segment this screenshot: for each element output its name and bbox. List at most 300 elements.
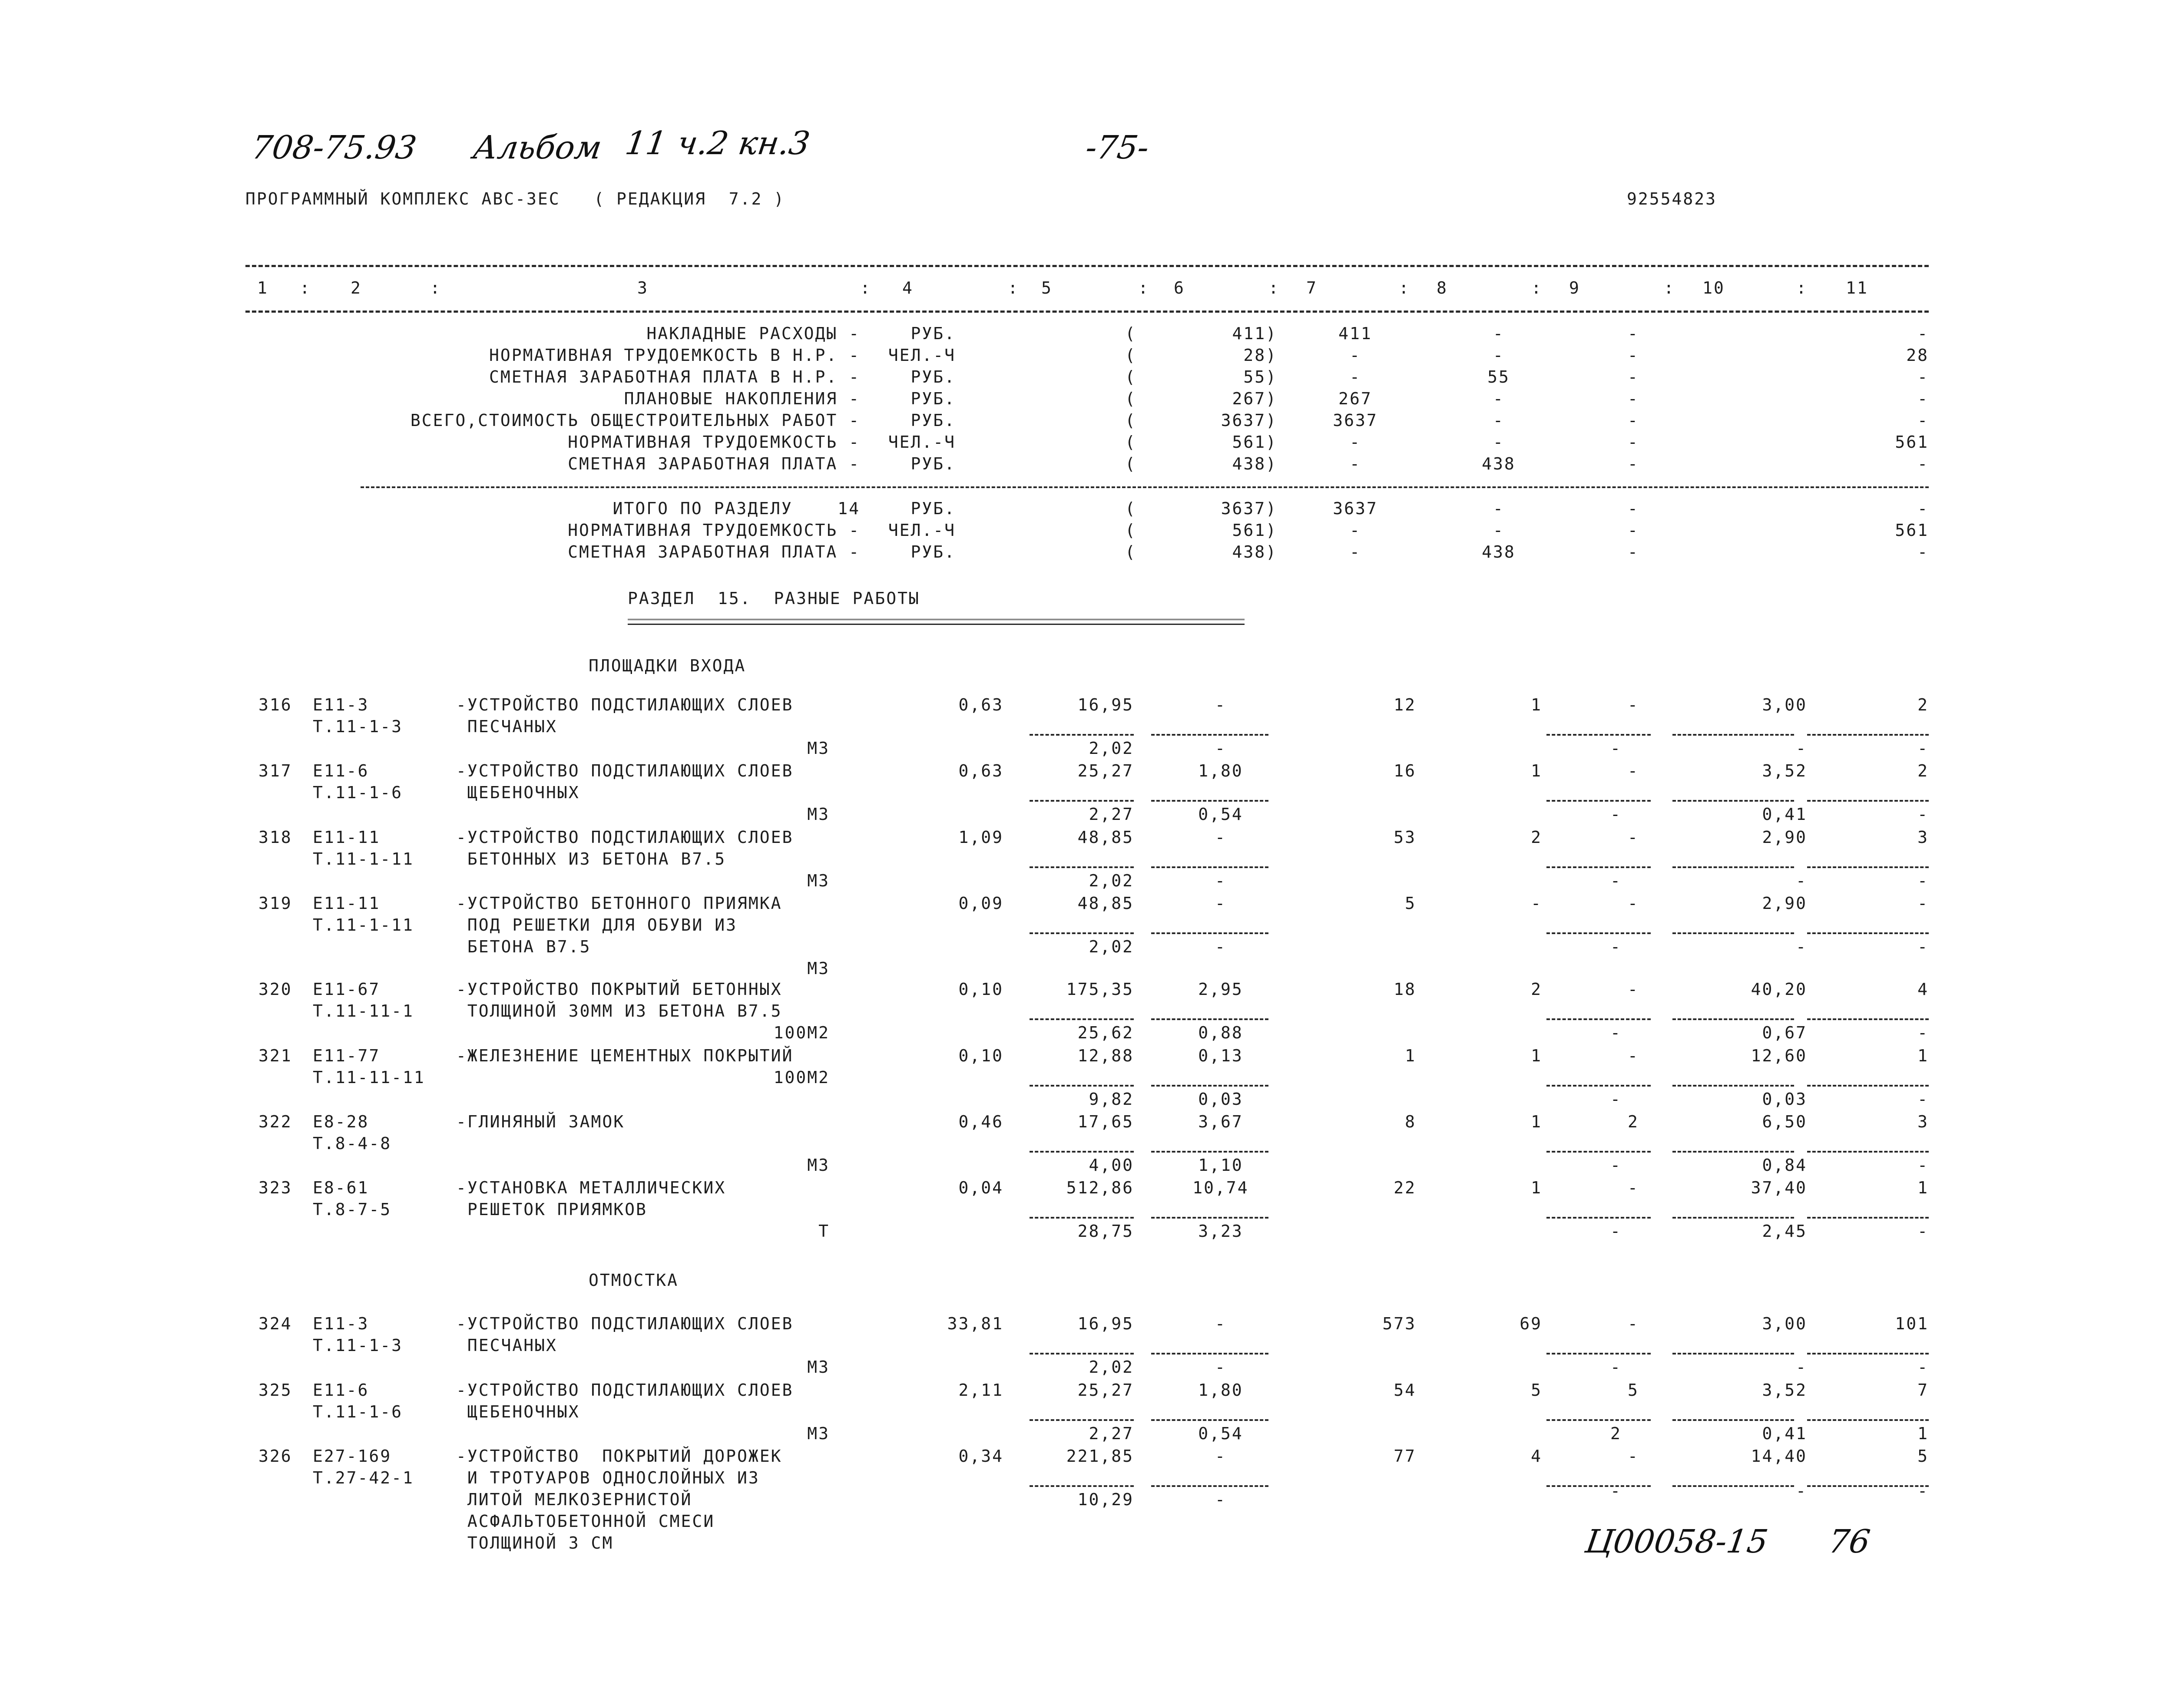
open-paren: ( — [1125, 324, 1136, 343]
cell-separator — [1807, 1217, 1929, 1219]
summary-name: СМЕТНАЯ ЗАРАБОТНАЯ ПЛАТА - — [568, 542, 860, 562]
item-col10: 40,20 — [1751, 980, 1807, 999]
item-col11-sub: - — [1917, 1222, 1929, 1241]
summary-unit: РУБ. — [911, 411, 956, 430]
summary-unit: РУБ. — [911, 389, 956, 408]
column-divider: : — [1399, 278, 1410, 297]
item-col11-sub: - — [1917, 739, 1929, 758]
summary-col11: - — [1917, 454, 1929, 473]
item-col9: - — [1628, 1447, 1639, 1466]
item-wage: 28,75 — [1077, 1222, 1134, 1241]
program-title: ПРОГРАММНЫЙ КОМПЛЕКС АВС-ЗЕС ( РЕДАКЦИЯ 7.2 ) — [245, 189, 785, 208]
item-number: 324 — [258, 1314, 292, 1333]
item-col10-sub: 0,41 — [1762, 1424, 1807, 1443]
item-col11-sub: - — [1917, 1358, 1929, 1377]
item-col9-sub: - — [1610, 1090, 1622, 1109]
cell-separator — [1546, 800, 1651, 802]
summary-col11: 561 — [1895, 521, 1929, 540]
item-number: 317 — [258, 761, 292, 780]
item-quantity: 0,09 — [958, 894, 1003, 913]
cell-separator — [1672, 1217, 1794, 1219]
item-code-ref: Т.8-7-5 — [313, 1200, 392, 1219]
cell-separator — [1672, 1419, 1794, 1421]
item-col10-sub: 0,67 — [1762, 1023, 1807, 1042]
item-col9-sub: - — [1610, 937, 1622, 956]
item-code-ref: Т.11-1-3 — [313, 717, 403, 736]
item-description: РЕШЕТОК ПРИЯМКОВ — [456, 1200, 647, 1219]
summary-col11: - — [1917, 389, 1929, 408]
item-price-machines: - — [1215, 1314, 1226, 1333]
item-price-machines: - — [1215, 894, 1226, 913]
item-description: ПЕСЧАНЫХ — [456, 1336, 557, 1355]
summary-separator — [361, 486, 1929, 488]
item-col8: 69 — [1520, 1314, 1542, 1333]
item-description: -УСТРОЙСТВО ПОКРЫТИЙ БЕТОННЫХ — [456, 980, 782, 999]
item-wage: 2,02 — [1089, 937, 1134, 956]
item-col11-sub: 1 — [1917, 1424, 1929, 1443]
item-code: Е11-11 — [313, 894, 381, 913]
column-divider: : — [300, 278, 311, 297]
handwritten-page-number: -75- — [1083, 129, 1152, 166]
item-wage: 25,62 — [1077, 1023, 1134, 1042]
item-number: 318 — [258, 828, 292, 847]
cell-separator — [1807, 932, 1929, 934]
cell-separator — [1672, 800, 1794, 802]
item-description: -УСТРОЙСТВО БЕТОННОГО ПРИЯМКА — [456, 894, 782, 913]
item-col9-sub: - — [1610, 1222, 1622, 1241]
item-number: 326 — [258, 1447, 292, 1466]
summary-col6: 438) — [1232, 542, 1277, 562]
summary-unit: ЧЕЛ.-Ч — [888, 346, 956, 365]
item-quantity: 0,63 — [958, 761, 1003, 780]
open-paren: ( — [1125, 367, 1136, 387]
item-quantity: 0,34 — [958, 1447, 1003, 1466]
item-wage-machines: 0,88 — [1198, 1023, 1243, 1042]
summary-col7: 3637 — [1333, 411, 1378, 430]
item-quantity: 0,63 — [958, 695, 1003, 714]
open-paren: ( — [1125, 499, 1136, 518]
cell-separator — [1030, 866, 1134, 868]
item-unit: Т — [818, 1222, 830, 1241]
item-quantity: 0,10 — [958, 980, 1003, 999]
cell-separator — [1546, 1085, 1651, 1087]
item-price-total: 48,85 — [1077, 828, 1134, 847]
item-col8: 1 — [1531, 1178, 1542, 1197]
column-header-3: 3 — [637, 278, 649, 297]
cell-separator — [1546, 932, 1651, 934]
cell-separator — [1546, 1353, 1651, 1355]
item-quantity: 0,10 — [958, 1046, 1003, 1065]
cell-separator — [1807, 1419, 1929, 1421]
item-col9-sub: - — [1610, 805, 1622, 824]
item-col9: - — [1628, 894, 1639, 913]
item-number: 321 — [258, 1046, 292, 1065]
cell-separator — [1151, 734, 1268, 736]
item-wage: 9,82 — [1089, 1090, 1134, 1109]
header-rule-top — [245, 265, 1929, 267]
summary-col6: 3637) — [1221, 499, 1277, 518]
item-col7: 16 — [1394, 761, 1416, 780]
summary-unit: РУБ. — [911, 324, 956, 343]
item-col8: 2 — [1531, 828, 1542, 847]
item-col10: 3,52 — [1762, 761, 1807, 780]
summary-name: ИТОГО ПО РАЗДЕЛУ 14 — [613, 499, 860, 518]
cell-separator — [1546, 1018, 1651, 1020]
section-title: РАЗДЕЛ 15. РАЗНЫЕ РАБОТЫ — [628, 589, 920, 608]
item-col7: 54 — [1394, 1381, 1416, 1400]
item-col10-sub: - — [1796, 871, 1807, 890]
item-description: -УСТАНОВКА МЕТАЛЛИЧЕСКИХ — [456, 1178, 726, 1197]
column-header-8: 8 — [1437, 278, 1448, 297]
cell-separator — [1151, 1485, 1268, 1487]
summary-col8: - — [1493, 389, 1504, 408]
item-code: Е11-11 — [313, 828, 381, 847]
item-col10: 3,52 — [1762, 1381, 1807, 1400]
item-description: И ТРОТУАРОВ ОДНОСЛОЙНЫХ ИЗ — [456, 1468, 760, 1487]
item-description: ЩЕБЕНОЧНЫХ — [456, 1402, 580, 1421]
summary-col9: - — [1628, 411, 1639, 430]
item-description: ТОЛЩИНОЙ 30ММ ИЗ БЕТОНА В7.5 — [456, 1001, 782, 1021]
item-price-machines: 10,74 — [1192, 1178, 1249, 1197]
item-quantity: 2,11 — [958, 1381, 1003, 1400]
cell-separator — [1807, 800, 1929, 802]
item-col7: 12 — [1394, 695, 1416, 714]
summary-col6: 55) — [1243, 367, 1277, 387]
summary-col9: - — [1628, 433, 1639, 452]
item-col10-sub: - — [1796, 1481, 1807, 1500]
cell-separator — [1807, 734, 1929, 736]
item-code: Е11-67 — [313, 980, 381, 999]
item-col11: 3 — [1917, 828, 1929, 847]
item-quantity: 0,46 — [958, 1112, 1003, 1131]
item-code: Е11-6 — [313, 761, 369, 780]
item-code-ref: Т.8-4-8 — [313, 1134, 392, 1153]
item-col9-sub: - — [1610, 739, 1622, 758]
item-price-machines: 3,67 — [1198, 1112, 1243, 1131]
summary-col9: - — [1628, 454, 1639, 473]
item-price-machines: - — [1215, 695, 1226, 714]
header-rule-bottom — [245, 311, 1929, 313]
item-unit: М3 — [807, 805, 830, 824]
item-description: ЩЕБЕНОЧНЫХ — [456, 783, 580, 802]
handwritten-code: 708-75.93 — [249, 129, 419, 166]
column-divider: : — [1664, 278, 1675, 297]
item-wage: 2,02 — [1089, 739, 1134, 758]
column-header-7: 7 — [1306, 278, 1318, 297]
item-col10: 3,00 — [1762, 1314, 1807, 1333]
item-code: Е11-3 — [313, 695, 369, 714]
cell-separator — [1030, 734, 1134, 736]
open-paren: ( — [1125, 433, 1136, 452]
item-col9: - — [1628, 695, 1639, 714]
column-header-10: 10 — [1702, 278, 1725, 297]
summary-col8: - — [1493, 346, 1504, 365]
summary-col9: - — [1628, 346, 1639, 365]
summary-name: НАКЛАДНЫЕ РАСХОДЫ - — [646, 324, 860, 343]
open-paren: ( — [1125, 521, 1136, 540]
item-price-total: 175,35 — [1066, 980, 1134, 999]
handwritten-bottom-page: 76 — [1826, 1523, 1873, 1560]
cell-separator — [1807, 866, 1929, 868]
item-col11: 2 — [1917, 695, 1929, 714]
summary-col8: - — [1493, 499, 1504, 518]
item-quantity: 33,81 — [947, 1314, 1003, 1333]
item-wage: 2,02 — [1089, 1358, 1134, 1377]
item-description: -УСТРОЙСТВО ПОДСТИЛАЮЩИХ СЛОЕВ — [456, 828, 794, 847]
item-col11: 2 — [1917, 761, 1929, 780]
item-code: Е11-77 — [313, 1046, 381, 1065]
item-col9-sub: - — [1610, 871, 1622, 890]
summary-name: НОРМАТИВНАЯ ТРУДОЕМКОСТЬ - — [568, 433, 860, 452]
summary-col8: - — [1493, 521, 1504, 540]
item-price-machines: 1,80 — [1198, 761, 1243, 780]
item-wage-machines: 0,03 — [1198, 1090, 1243, 1109]
section-title-underline — [628, 619, 1245, 625]
item-quantity: 1,09 — [958, 828, 1003, 847]
item-col10: 14,40 — [1751, 1447, 1807, 1466]
cell-separator — [1030, 800, 1134, 802]
item-price-machines: 2,95 — [1198, 980, 1243, 999]
item-price-total: 16,95 — [1077, 1314, 1134, 1333]
item-number: 320 — [258, 980, 292, 999]
item-col11: 7 — [1917, 1381, 1929, 1400]
open-paren: ( — [1125, 389, 1136, 408]
item-description: -УСТРОЙСТВО ПОДСТИЛАЮЩИХ СЛОЕВ — [456, 1314, 794, 1333]
summary-name: СМЕТНАЯ ЗАРАБОТНАЯ ПЛАТА - — [568, 454, 860, 473]
item-col9: 5 — [1628, 1381, 1639, 1400]
item-code-ref: Т.11-11-11 — [313, 1068, 425, 1087]
summary-name: НОРМАТИВНАЯ ТРУДОЕМКОСТЬ - — [568, 521, 860, 540]
cell-separator — [1672, 932, 1794, 934]
cell-separator — [1672, 1353, 1794, 1355]
subsection-title: ПЛОЩАДКИ ВХОДА — [589, 656, 746, 675]
column-header-2: 2 — [351, 278, 362, 297]
item-col7: 8 — [1405, 1112, 1416, 1131]
summary-col9: - — [1628, 521, 1639, 540]
item-col8: 1 — [1531, 1112, 1542, 1131]
item-wage-machines: - — [1215, 1490, 1226, 1509]
item-description: ЛИТОЙ МЕЛКОЗЕРНИСТОЙ — [456, 1490, 692, 1509]
item-number: 322 — [258, 1112, 292, 1131]
cell-separator — [1030, 1217, 1134, 1219]
summary-col7: 3637 — [1333, 499, 1378, 518]
item-description: -ГЛИНЯНЫЙ ЗАМОК — [456, 1112, 625, 1131]
item-description: -УСТРОЙСТВО ПОДСТИЛАЮЩИХ СЛОЕВ — [456, 761, 794, 780]
item-col7: 22 — [1394, 1178, 1416, 1197]
item-col11: 1 — [1917, 1178, 1929, 1197]
handwritten-album: Альбом — [470, 129, 604, 166]
column-header-4: 4 — [902, 278, 914, 297]
column-divider: : — [860, 278, 871, 297]
item-number: 325 — [258, 1381, 292, 1400]
item-col8: 5 — [1531, 1381, 1542, 1400]
item-col9: - — [1628, 1046, 1639, 1065]
cell-separator — [1807, 1085, 1929, 1087]
summary-col9: - — [1628, 367, 1639, 387]
open-paren: ( — [1125, 542, 1136, 562]
item-col11: 1 — [1917, 1046, 1929, 1065]
summary-col7: - — [1350, 346, 1361, 365]
item-description: ПОД РЕШЕТКИ ДЛЯ ОБУВИ ИЗ — [456, 915, 737, 935]
item-col7: 77 — [1394, 1447, 1416, 1466]
cell-separator — [1030, 1085, 1134, 1087]
item-unit: М3 — [807, 871, 830, 890]
item-col10-sub: 0,84 — [1762, 1156, 1807, 1175]
item-col10: 2,90 — [1762, 828, 1807, 847]
item-col9: - — [1628, 1178, 1639, 1197]
cell-separator — [1546, 1217, 1651, 1219]
summary-col11: - — [1917, 411, 1929, 430]
item-wage-machines: - — [1215, 739, 1226, 758]
item-col9: - — [1628, 828, 1639, 847]
cell-separator — [1807, 1018, 1929, 1020]
item-col10: 6,50 — [1762, 1112, 1807, 1131]
cell-separator — [1030, 932, 1134, 934]
item-code: Е27-169 — [313, 1447, 392, 1466]
item-col9: - — [1628, 980, 1639, 999]
item-col8: 1 — [1531, 1046, 1542, 1065]
handwritten-bottom-code: Ц00058-15 — [1583, 1523, 1771, 1560]
summary-name: СМЕТНАЯ ЗАРАБОТНАЯ ПЛАТА В Н.Р. - — [489, 367, 860, 387]
item-unit: М3 — [807, 959, 830, 978]
item-col10: 12,60 — [1751, 1046, 1807, 1065]
item-col7: 573 — [1382, 1314, 1416, 1333]
cell-separator — [1151, 866, 1268, 868]
item-price-total: 16,95 — [1077, 695, 1134, 714]
item-col10-sub: 0,41 — [1762, 805, 1807, 824]
summary-name: ПЛАНОВЫЕ НАКОПЛЕНИЯ - — [624, 389, 860, 408]
column-divider: : — [1531, 278, 1543, 297]
item-price-total: 512,86 — [1066, 1178, 1134, 1197]
summary-col9: - — [1628, 499, 1639, 518]
summary-col8: - — [1493, 433, 1504, 452]
summary-unit: ЧЕЛ.-Ч — [888, 521, 956, 540]
item-unit: М3 — [807, 739, 830, 758]
item-col7: 5 — [1405, 894, 1416, 913]
cell-separator — [1672, 1151, 1794, 1153]
item-col11-sub: - — [1917, 1023, 1929, 1042]
item-col8: - — [1531, 894, 1542, 913]
cell-separator — [1151, 1151, 1268, 1153]
item-col9-sub: - — [1610, 1358, 1622, 1377]
item-quantity: 0,04 — [958, 1178, 1003, 1197]
item-col10: 37,40 — [1751, 1178, 1807, 1197]
cell-separator — [1546, 734, 1651, 736]
item-col11-sub: - — [1917, 1481, 1929, 1500]
item-unit: 100М2 — [773, 1068, 830, 1087]
item-description: ПЕСЧАНЫХ — [456, 717, 557, 736]
item-code-ref: Т.11-1-6 — [313, 1402, 403, 1421]
item-col10-sub: - — [1796, 937, 1807, 956]
item-col9-sub: - — [1610, 1481, 1622, 1500]
item-col10-sub: 2,45 — [1762, 1222, 1807, 1241]
summary-col6: 28) — [1243, 346, 1277, 365]
subsection-title: ОТМОСТКА — [589, 1271, 679, 1290]
cell-separator — [1151, 1217, 1268, 1219]
item-col11-sub: - — [1917, 1156, 1929, 1175]
summary-unit: РУБ. — [911, 454, 956, 473]
item-col10-sub: - — [1796, 1358, 1807, 1377]
cell-separator — [1546, 1419, 1651, 1421]
item-code-ref: Т.11-1-11 — [313, 849, 414, 869]
handwritten-album-number: 11 — [622, 125, 669, 162]
item-col11: 3 — [1917, 1112, 1929, 1131]
item-wage-machines: - — [1215, 871, 1226, 890]
item-price-machines: 1,80 — [1198, 1381, 1243, 1400]
item-price-machines: 0,13 — [1198, 1046, 1243, 1065]
item-col10: 3,00 — [1762, 695, 1807, 714]
item-col9-sub: - — [1610, 1156, 1622, 1175]
item-col10-sub: 0,03 — [1762, 1090, 1807, 1109]
item-number: 316 — [258, 695, 292, 714]
item-code: Е11-3 — [313, 1314, 369, 1333]
item-number: 323 — [258, 1178, 292, 1197]
summary-col9: - — [1628, 542, 1639, 562]
item-col11-sub: - — [1917, 871, 1929, 890]
item-description: -УСТРОЙСТВО ПОКРЫТИЙ ДОРОЖЕК — [456, 1447, 782, 1466]
item-col11: - — [1917, 894, 1929, 913]
item-price-total: 221,85 — [1066, 1447, 1134, 1466]
summary-col9: - — [1628, 324, 1639, 343]
item-wage: 2,27 — [1089, 1424, 1134, 1443]
summary-col11: - — [1917, 499, 1929, 518]
item-price-total: 17,65 — [1077, 1112, 1134, 1131]
summary-col6: 438) — [1232, 454, 1277, 473]
summary-unit: РУБ. — [911, 367, 956, 387]
item-wage-machines: - — [1215, 937, 1226, 956]
item-col11: 5 — [1917, 1447, 1929, 1466]
summary-col8: - — [1493, 411, 1504, 430]
column-header-9: 9 — [1569, 278, 1580, 297]
item-price-total: 48,85 — [1077, 894, 1134, 913]
summary-col7: - — [1350, 367, 1361, 387]
item-unit: М3 — [807, 1424, 830, 1443]
cell-separator — [1672, 1018, 1794, 1020]
open-paren: ( — [1125, 346, 1136, 365]
item-col11-sub: - — [1917, 805, 1929, 824]
summary-unit: РУБ. — [911, 499, 956, 518]
item-code-ref: Т.27-42-1 — [313, 1468, 414, 1487]
item-code: Е8-28 — [313, 1112, 369, 1131]
item-col11: 101 — [1895, 1314, 1929, 1333]
item-unit: М3 — [807, 1358, 830, 1377]
cell-separator — [1030, 1151, 1134, 1153]
column-divider: : — [1138, 278, 1149, 297]
item-code: Е8-61 — [313, 1178, 369, 1197]
summary-col8: 55 — [1487, 367, 1510, 387]
summary-col7: - — [1350, 521, 1361, 540]
item-price-total: 25,27 — [1077, 761, 1134, 780]
summary-col11: - — [1917, 324, 1929, 343]
column-divider: : — [1268, 278, 1280, 297]
summary-col7: 267 — [1338, 389, 1372, 408]
item-col8: 2 — [1531, 980, 1542, 999]
column-header-6: 6 — [1174, 278, 1185, 297]
item-col7: 53 — [1394, 828, 1416, 847]
item-code-ref: Т.11-1-6 — [313, 783, 403, 802]
item-col9-sub: - — [1610, 1023, 1622, 1042]
summary-col11: - — [1917, 542, 1929, 562]
column-header-11: 11 — [1846, 278, 1868, 297]
item-price-total: 12,88 — [1077, 1046, 1134, 1065]
item-col8: 1 — [1531, 761, 1542, 780]
item-col11: 4 — [1917, 980, 1929, 999]
summary-col6: 561) — [1232, 433, 1277, 452]
item-code-ref: Т.11-11-1 — [313, 1001, 414, 1021]
cell-separator — [1672, 866, 1794, 868]
handwritten-part: ч.2 кн.3 — [675, 125, 812, 162]
summary-name: ВСЕГО,СТОИМОСТЬ ОБЩЕСТРОИТЕЛЬНЫХ РАБОТ - — [410, 411, 860, 430]
